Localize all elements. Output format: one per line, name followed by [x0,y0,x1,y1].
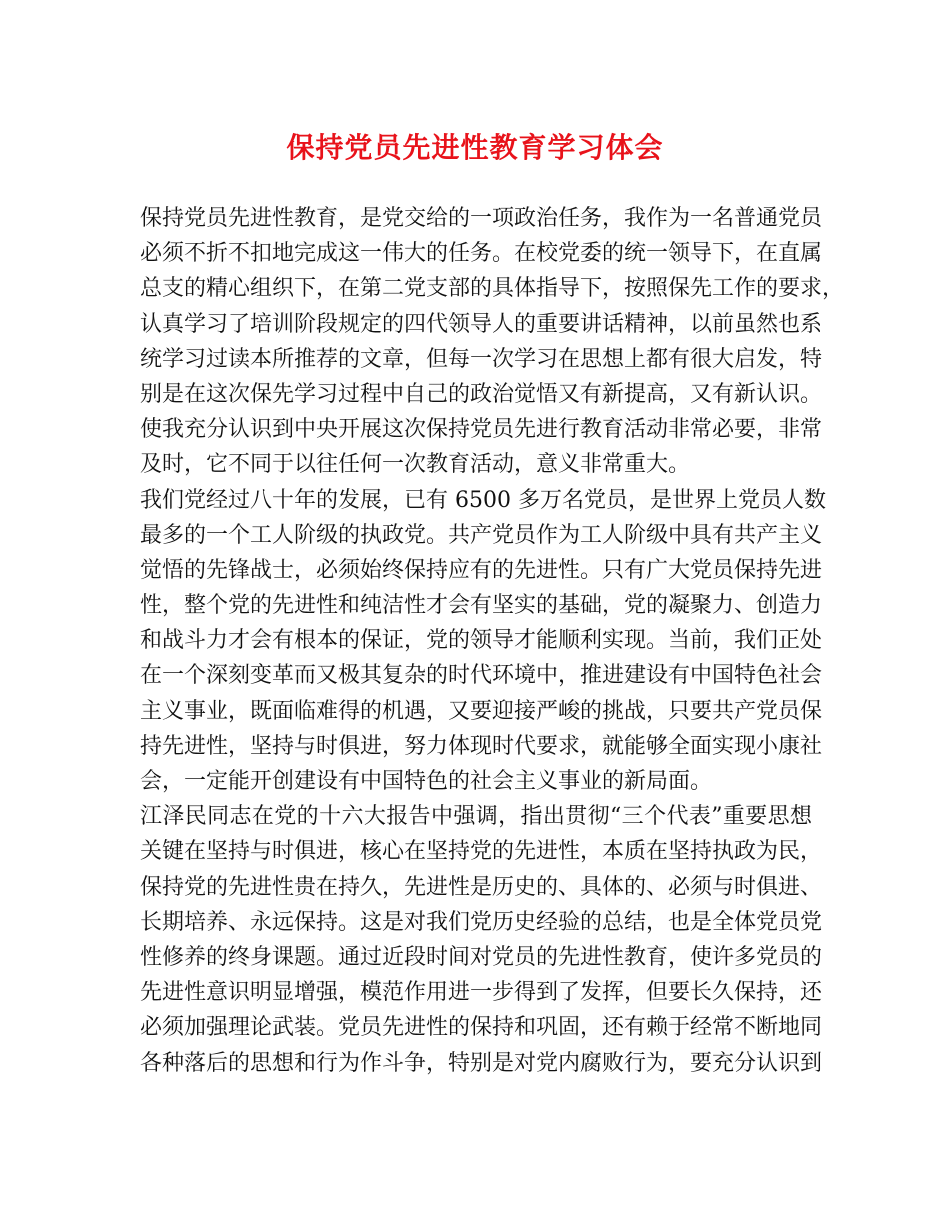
text-line: 主义事业，既面临难得的机遇，又要迎接严峻的挑战，只要共产党员保 [140,698,823,724]
text-line: 最多的一个工人阶级的执政党。共产党员作为工人阶级中具有共产主义 [140,522,823,548]
text-line: 必须不折不扣地完成这一伟大的任务。在校党委的统一领导下，在直属 [140,241,823,267]
paragraph-2 [140,483,826,800]
text-line: 关键在坚持与时俱进，核心在坚持党的先进性，本质在坚持执政为民， [140,839,823,865]
text-line: 统学习过读本所推荐的文章，但每一次学习在思想上都有很大启发，特 [140,346,823,372]
text-line: 别是在这次保先学习过程中自己的政治觉悟又有新提高，又有新认识。 [140,381,823,407]
text-line: 长期培养、永远保持。这是对我们党历史经验的总结，也是全体党员党 [140,909,823,935]
text-line: 性修养的终身课题。通过近段时间对党员的先进性教育，使许多党员的 [140,944,823,970]
text-line: 觉悟的先锋战士，必须始终保持应有的先进性。只有广大党员保持先进 [140,557,823,583]
text-line: 认真学习了培训阶段规定的四代领导人的重要讲话精神，以前虽然也系 [140,311,823,337]
text-line: 会，一定能开创建设有中国特色的社会主义事业的新局面。 [140,769,713,794]
text-line: 江泽民同志在党的十六大报告中强调，指出贯彻“三个代表”重要思想 [140,804,812,830]
text-line: 我们党经过八十年的发展，已有 6500 多万名党员，是世界上党员人数 [140,487,826,513]
document-title: 保持党员先进性教育学习体会 [286,131,664,164]
text-line: 先进性意识明显增强，模范作用进一步得到了发挥，但要长久保持，还 [140,980,823,1006]
paragraph-1 [140,201,845,483]
text-line: 持先进性，坚持与时俱进，努力体现时代要求，就能够全面实现小康社 [140,733,823,759]
text-line: 必须加强理论武装。党员先进性的保持和巩固，还有赖于经常不断地同 [140,1015,823,1041]
text-line: 及时，它不同于以往任何一次教育活动，意义非常重大。 [140,452,691,478]
text-line: 各种落后的思想和行为作斗争，特别是对党内腐败行为，要充分认识到 [140,1050,823,1076]
text-line: 保持党员先进性教育，是党交给的一项政治任务，我作为一名普通党员 [140,206,823,231]
text-line: 和战斗力才会有根本的保证，党的领导才能顺利实现。当前，我们正处 [140,628,823,654]
text-line: 总支的精心组织下，在第二党支部的具体指导下，按照保先工作的要求， [140,276,845,302]
text-line: 使我充分认识到中央开展这次保持党员先进行教育活动非常必要，非常 [140,417,823,443]
text-line: 保持党的先进性贵在持久，先进性是历史的、具体的、必须与时俱进、 [140,874,823,900]
document-body [140,201,845,1081]
text-line: 在一个深刻变革而又极其复杂的时代环境中，推进建设有中国特色社会 [140,663,823,689]
paragraph-3 [140,799,823,1081]
text-line: 性，整个党的先进性和纯洁性才会有坚实的基础，党的凝聚力、创造力 [140,593,823,619]
